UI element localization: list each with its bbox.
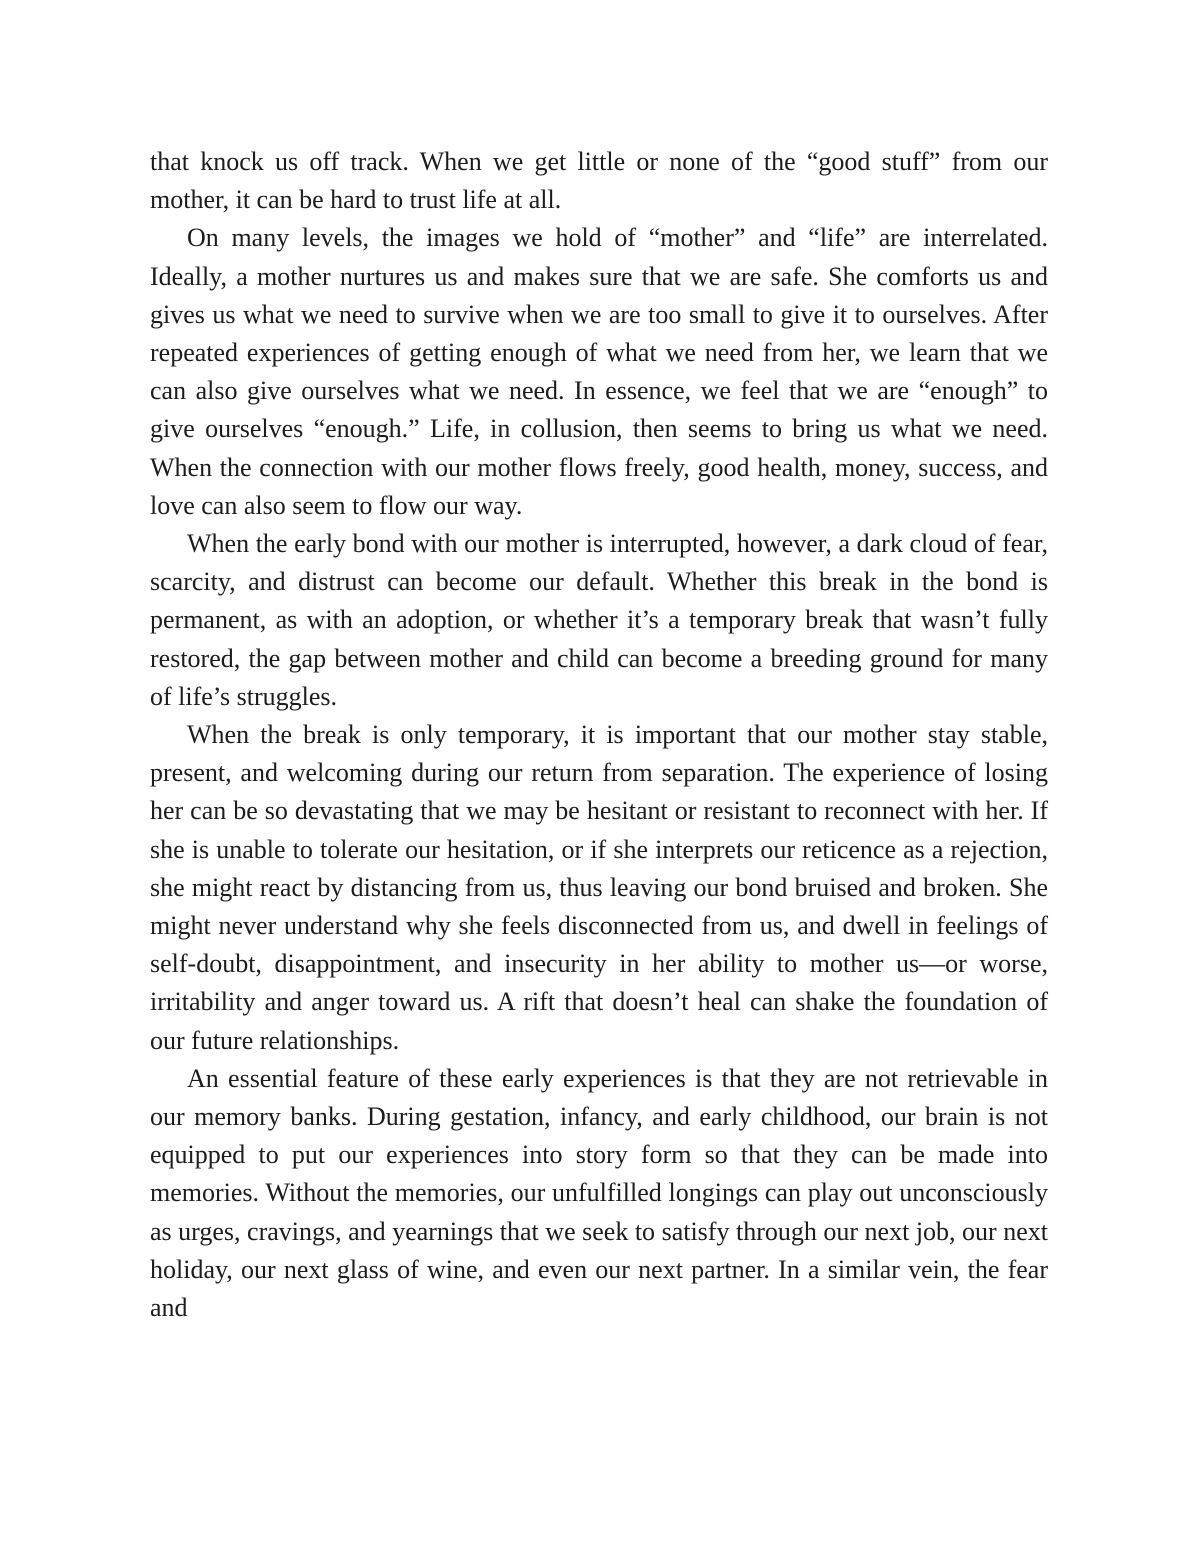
paragraph-continuation: that knock us off track. When we get little or none of the “good stuff” from our mother, it can be hard to trust life at all. — [150, 147, 1048, 215]
paragraph-early-experiences: An essential feature of these early experiences is that they are not retrievable in our memory banks. During gestation, infancy, and early childhood, our brain is not equipped to put our experiences into story form so that they can be made into memories. Without the memories, our unfulfilled longings can play out unconsciously as urges, cravings, and yearnings that we seek to satisfy through our next job, our next holiday, our next glass of wine, and even our next partner. In a similar vein, the fear and — [150, 1063, 1048, 1323]
paragraph-mother-and-life: On many levels, the images we hold of “mother” and “life” are interrelated. Ideally, a mother nurtures us and makes sure that we are safe. She comforts us and gives us what we need to survive when we are too small to give it to ourselves. After repeated experiences of getting enough of what we need from her, we learn that we can also give ourselves what we need. In essence, we feel that we are “enough” to give ourselves “enough.” Life, in collusion, then seems to bring us what we need. When the connection with our mother flows freely, good health, money, success, and love can also seem to flow our way. — [150, 223, 1048, 520]
paragraph-bond-interrupted: When the early bond with our mother is interrupted, however, a dark cloud of fear, scarcity, and distrust can become our default. Whether this break in the bond is permanent, as with an adoption, or whether it’s a temporary break that wasn’t fully restored, the gap between mother and child can become a breeding ground for many of life’s struggles. — [150, 529, 1048, 711]
document-page — [150, 143, 1048, 1327]
paragraph-temporary-break: When the break is only temporary, it is important that our mother stay stable, present, and welcoming during our return from separation. The experience of losing her can be so devastating that we may be hesitant or resistant to reconnect with her. If she is unable to tolerate our hesitation, or if she interprets our reticence as a rejection, she might react by distancing from us, thus leaving our bond bruised and broken. She might never understand why she feels disconnected from us, and dwell in feelings of self-doubt, disappointment, and insecurity in her ability to mother us—or worse, irritability and anger toward us. A rift that doesn’t heal can shake the foundation of our future relationships. — [150, 720, 1048, 1055]
